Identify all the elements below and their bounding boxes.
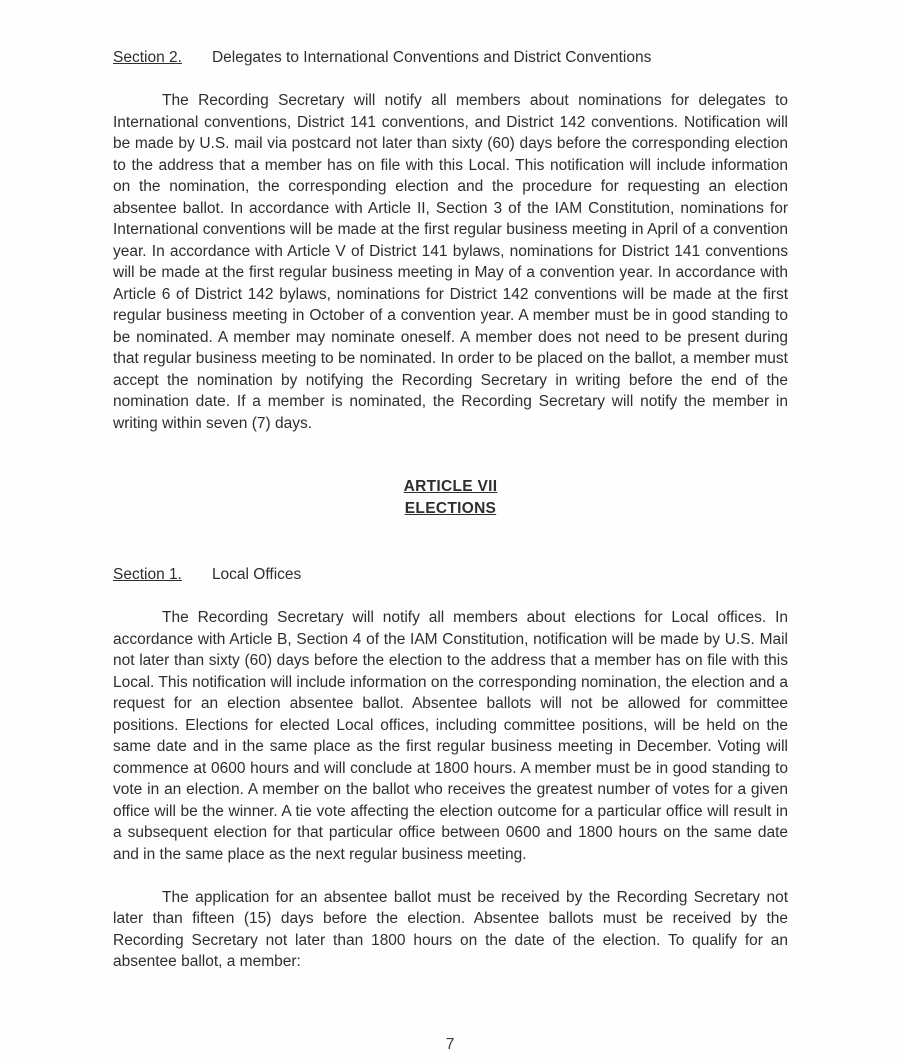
section-1-heading <box>113 564 788 586</box>
section-1-label: Section 1. <box>113 566 182 583</box>
section-1-paragraph-1: The Recording Secretary will notify all members about elections for Local offices. In accordance with Article B, Section 4 of the IAM Constitution, notification will be made by U.S. Mail not later than sixty (60) days before the election to the address that a member has on file with this Local. This notification will include information on the corresponding nomination, the election and a request for an election absentee ballot. Absentee ballots will not be allowed for committee positions. Elections for elected Local offices, including committee positions, will be held on the same date and in the same place as the first regular business meeting in December. Voting will commence at 0600 hours and will conclude at 1800 hours. A member must be in good standing to vote in an election. A member on the ballot who receives the greatest number of votes for a given office will be the winner. A tie vote affecting the election outcome for a particular office will result in a subsequent election for that particular office between 0600 and 1800 hours on the same date and in the same place as the next regular business meeting. <box>113 609 788 863</box>
page-number: 7 <box>445 1036 455 1053</box>
document-content <box>113 47 788 973</box>
article-7-subtitle: ELECTIONS <box>404 499 497 517</box>
article-7-heading <box>113 476 788 519</box>
section-1-paragraph-2: The application for an absentee ballot must be received by the Recording Secretary not later than fifteen (15) days before the election. Absentee ballots must be received by the Recording Secretary not later than 1800 hours on the date of the election. To qualify for an absentee ballot, a member: <box>113 888 788 970</box>
section-2-paragraph: The Recording Secretary will notify all members about nominations for delegates to International conventions, District 141 conventions, and District 142 conventions. Notification will be made by U.S. mail via postcard not later than sixty (60) days before the corresponding election to the address that a member has on file with this Local. This notification will include information on the nomination, the corresponding election and the procedure for requesting an election absentee ballot. In accordance with Article II, Section 3 of the IAM Constitution, nominations for International conventions will be made at the first regular business meeting in April of a convention year. In accordance with Article V of District 141 bylaws, nominations for District 141 conventions will be made at the first regular business meeting in May of a convention year. In accordance with Article 6 of District 142 bylaws, nominations for District 142 conventions will be made at the first regular business meeting in October of a convention year. A member must be in good standing to be nominated. A member may nominate oneself. A member does not need to be present during that regular business meeting to be nominated. In order to be placed on the ballot, a member must accept the nomination by notifying the Recording Secretary in writing before the end of the nomination date. If a member is nominated, the Recording Secretary will notify the member in writing within seven (7) days. <box>113 92 788 432</box>
section-2-label: Section 2. <box>113 49 182 66</box>
article-7-title: ARTICLE VII <box>403 478 498 495</box>
section-2-heading <box>113 47 788 69</box>
section-1-title: Local Offices <box>211 566 302 583</box>
section-2-title: Delegates to International Conventions and District Conventions <box>211 49 652 66</box>
